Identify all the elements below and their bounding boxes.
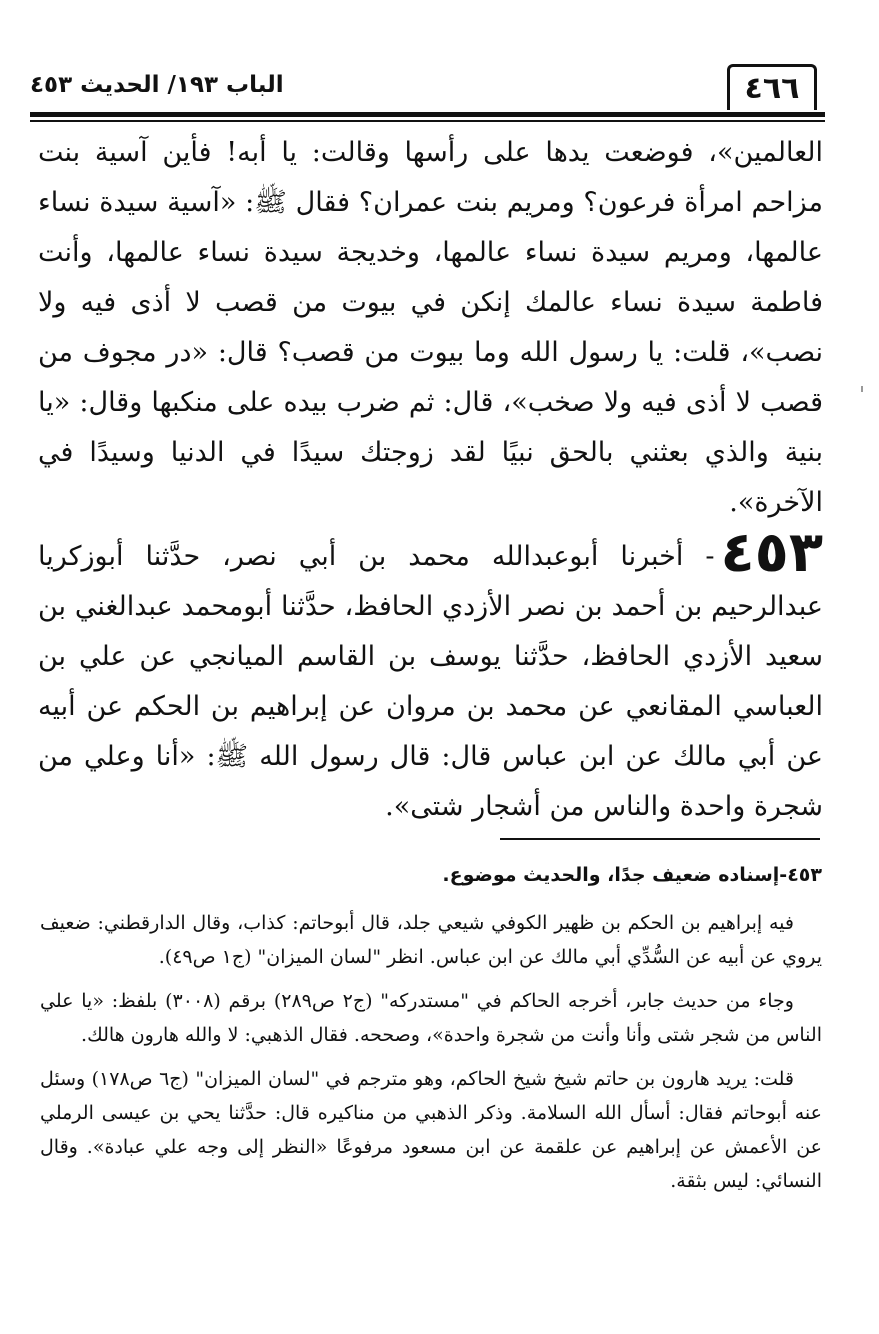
margin-speck: [861, 386, 863, 392]
footnote-3: قلت: يريد هارون بن حاتم شيخ شيخ الحاكم، وهو مترجم في "لسان الميزان" (ج٦ ص١٧٨) وسئل عنه أبوحاتم فقال: أسأل الله السلامة. وذكر الذهبي من مناكيره قال: حدَّثنا يحي بن عيسى الرملي عن الأعمش عن إبراهيم عن علقمة عن ابن مسعود مرفوعًا «النظر إلى وجه علي عبادة». وقال النسائي: ليس بثقة.: [40, 1068, 822, 1192]
footnote-2: وجاء من حديث جابر، أخرجه الحاكم في "مستدركه" (ج٢ ص٢٨٩) برقم (٣٠٠٨) بلفظ: «يا علي الناس من شجر شتى وأنا وأنت من شجرة واحدة»، وصححه. فقال الذهبي: لا والله هارون هالك.: [40, 990, 822, 1046]
page-header: [30, 58, 825, 120]
hadith-452-continuation: العالمين»، فوضعت يدها على رأسها وقالت: يا أبه! فأين آسية بنت مزاحم امرأة فرعون؟ ومريم بنت عمران؟ فقال ﷺ: «آسية سيدة نساء عالمها، ومريم سيدة نساء عالمها، وخديجة سيدة نساء عالمها، وأنت فاطمة سيدة نساء عالمك إنكن في بيوت من قصب لا أذى فيه ولا نصب»، قلت: يا رسول الله وما بيوت من قصب؟ قال: «در مجوف من قصب لا أذى فيه ولا صخب»، قال: ثم ضرب بيده على منكبها وقال: «يا بنية والذي بعثني بالحق نبيًا لقد زوجتك سيدًا في الدنيا وسيدًا في الآخرة».: [38, 137, 823, 518]
main-text: [38, 128, 823, 832]
page-number-frame: [727, 64, 817, 110]
hadith-453: [38, 520, 823, 832]
footnote-divider: [500, 838, 820, 840]
footnote-1: فيه إبراهيم بن الحكم بن ظهير الكوفي شيعي جلد، قال أبوحاتم: كذاب، وقال الدارقطني: ضعيف يروي عن أبيه عن السُّدِّي أبي مالك عن ابن عباس. انظر "لسان الميزان" (ج١ ص٤٩).: [40, 912, 822, 968]
page-number: ٤٦٦: [744, 71, 800, 106]
footnote-heading: ٤٥٣-إسناده ضعيف جدًا، والحديث موضوع.: [442, 864, 822, 886]
hadith-number: ٤٥٣: [720, 520, 823, 585]
header-rule-thin: [30, 120, 825, 122]
footnotes: [40, 858, 822, 1208]
hadith-453-text: - أخبرنا أبوعبدالله محمد بن أبي نصر، حدَّثنا أبوزكريا عبدالرحيم بن أحمد بن نصر الأزدي الحافظ، حدَّثنا أبومحمد عبدالغني بن سعيد الأزدي الحافظ، حدَّثنا يوسف بن القاسم الميانجي عن علي بن العباسي المقانعي عن محمد بن مروان عن إبراهيم بن الحكم عن أبيه عن أبي مالك عن ابن عباس قال: قال رسول الله ﷺ: «أنا وعلي من شجرة واحدة والناس من أشجار شتى».: [38, 541, 823, 822]
header-rule-thick: [30, 112, 825, 117]
running-title: الباب ١٩٣/ الحديث ٤٥٣: [30, 72, 284, 98]
